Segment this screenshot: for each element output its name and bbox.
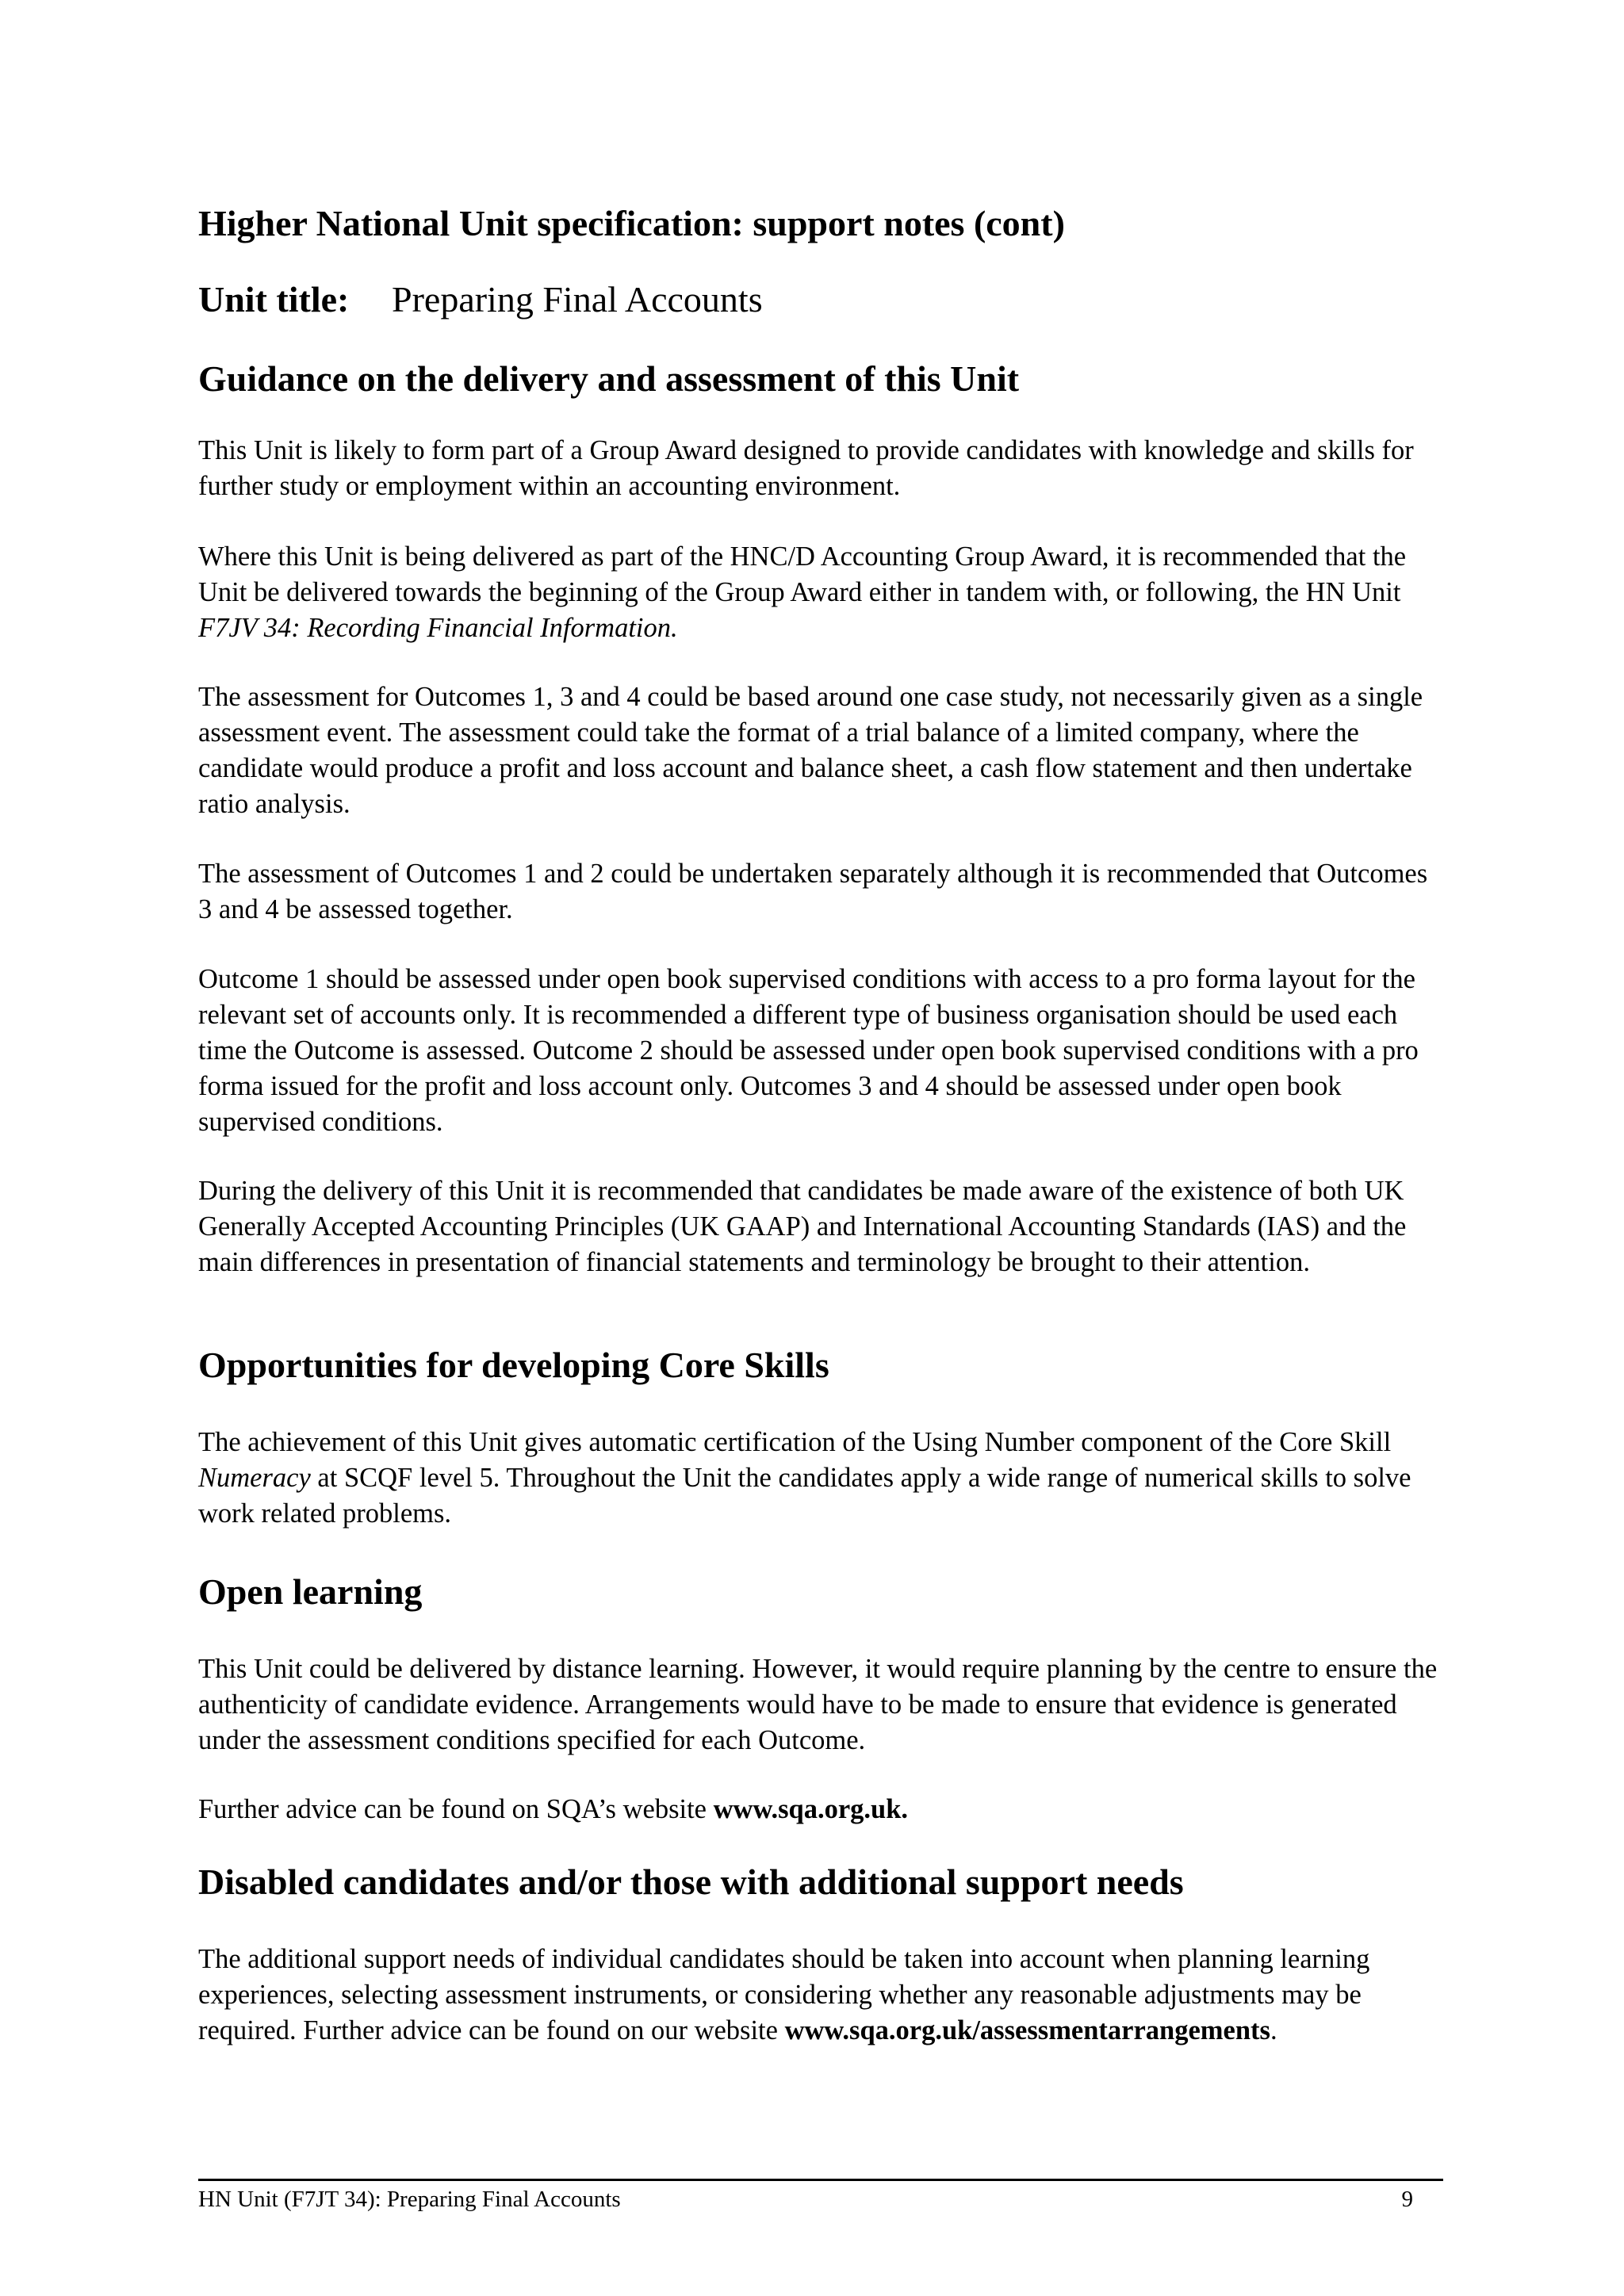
page-footer (198, 2185, 1443, 2214)
guidance-paragraph-3: The assessment for Outcomes 1, 3 and 4 could be based around one case study, not necessarily given as a single assessment event. The assessment could take the format of a trial balance of a limited company, where the candidate would produce a profit and loss account and balance sheet, a cash flow statement and then undertake ratio analysis. (198, 682, 1423, 819)
open-learning-paragraph-1: This Unit could be delivered by distance learning. However, it would require planning by the centre to ensure the authenticity of candidate evidence. Arrangements would have to be made to ensure that evidence is generated under the assessment conditions specified for each Outcome. (198, 1654, 1438, 1755)
disabled-text-pre: The additional support needs of individual candidates should be taken into account when planning learning experiences, selecting assessment instruments, or considering whether any reasonable adjustments may be required. Further advice can be found on our website (198, 1944, 1370, 2045)
guidance-paragraph-6: During the delivery of this Unit it is recommended that candidates be made aware of the existence of both UK Generally Accepted Accounting Principles (UK GAAP) and International Accounting Standards (IAS) and the main differences in presentation of financial statements and terminology be brought to their attention. (198, 1176, 1407, 1277)
sqa-website-link[interactable]: www.sqa.org.uk. (713, 1794, 909, 1824)
core-skill-name: Numeracy (198, 1463, 311, 1493)
assessment-arrangements-link[interactable]: www.sqa.org.uk/assessmentarrangements (784, 2015, 1270, 2045)
guidance-paragraph-5: Outcome 1 should be assessed under open book supervised conditions with access to a pro forma layout for the relevant set of accounts only. It is recommended a different type of business organisation should be used each time the Outcome is assessed. Outcome 2 should be assessed under open book supervised conditions with a pro forma issued for the profit and loss account only. Outcomes 3 and 4 should be assessed under open book supervised conditions. (198, 964, 1419, 1137)
open-learning-heading: Open learning (198, 1571, 423, 1612)
open-learning-text: Further advice can be found on SQA’s website (198, 1794, 714, 1824)
unit-reference: F7JV 34: Recording Financial Information. (198, 613, 678, 643)
guidance-paragraph-1: This Unit is likely to form part of a Group Award designed to provide candidates with knowledge and skills for further study or employment within an accounting environment. (198, 435, 1414, 501)
core-skills-heading: Opportunities for developing Core Skills (198, 1345, 829, 1385)
guidance-paragraph-2 (198, 539, 1435, 646)
guidance-heading: Guidance on the delivery and assessment of this Unit (198, 358, 1020, 399)
unit-title-value: Preparing Final Accounts (392, 279, 763, 320)
document-page (198, 0, 1443, 2296)
footer-unit-title: HN Unit (F7JT 34): Preparing Final Accounts (198, 2187, 621, 2212)
core-skills-text-pre: The achievement of this Unit gives automatic certification of the Using Number component of the Core Skill (198, 1427, 1392, 1457)
core-skills-text-post: at SCQF level 5. Throughout the Unit the candidates apply a wide range of numerical skills to solve work related problems. (198, 1463, 1411, 1529)
disabled-text-post: . (1270, 2015, 1277, 2045)
disabled-heading: Disabled candidates and/or those with additional support needs (198, 1862, 1184, 1902)
footer-divider (198, 2179, 1443, 2181)
unit-title-row (198, 277, 763, 322)
spec-title: Higher National Unit specification: support notes (cont) (198, 203, 1065, 243)
page-number: 9 (1401, 2187, 1413, 2212)
disabled-paragraph (198, 1942, 1443, 2049)
core-skills-paragraph (198, 1425, 1443, 1532)
guidance-paragraph-4: The assessment of Outcomes 1 and 2 could be undertaken separately although it is recommended that Outcomes 3 and 4 be assessed together. (198, 859, 1428, 924)
guidance-paragraph-2-text: Where this Unit is being delivered as part of the HNC/D Accounting Group Award, it is recommended that the Unit be delivered towards the beginning of the Group Award either in tandem with, or following, the HN Unit (198, 541, 1407, 607)
unit-title-label: Unit title: (198, 279, 350, 320)
open-learning-paragraph-2 (198, 1792, 1443, 1827)
